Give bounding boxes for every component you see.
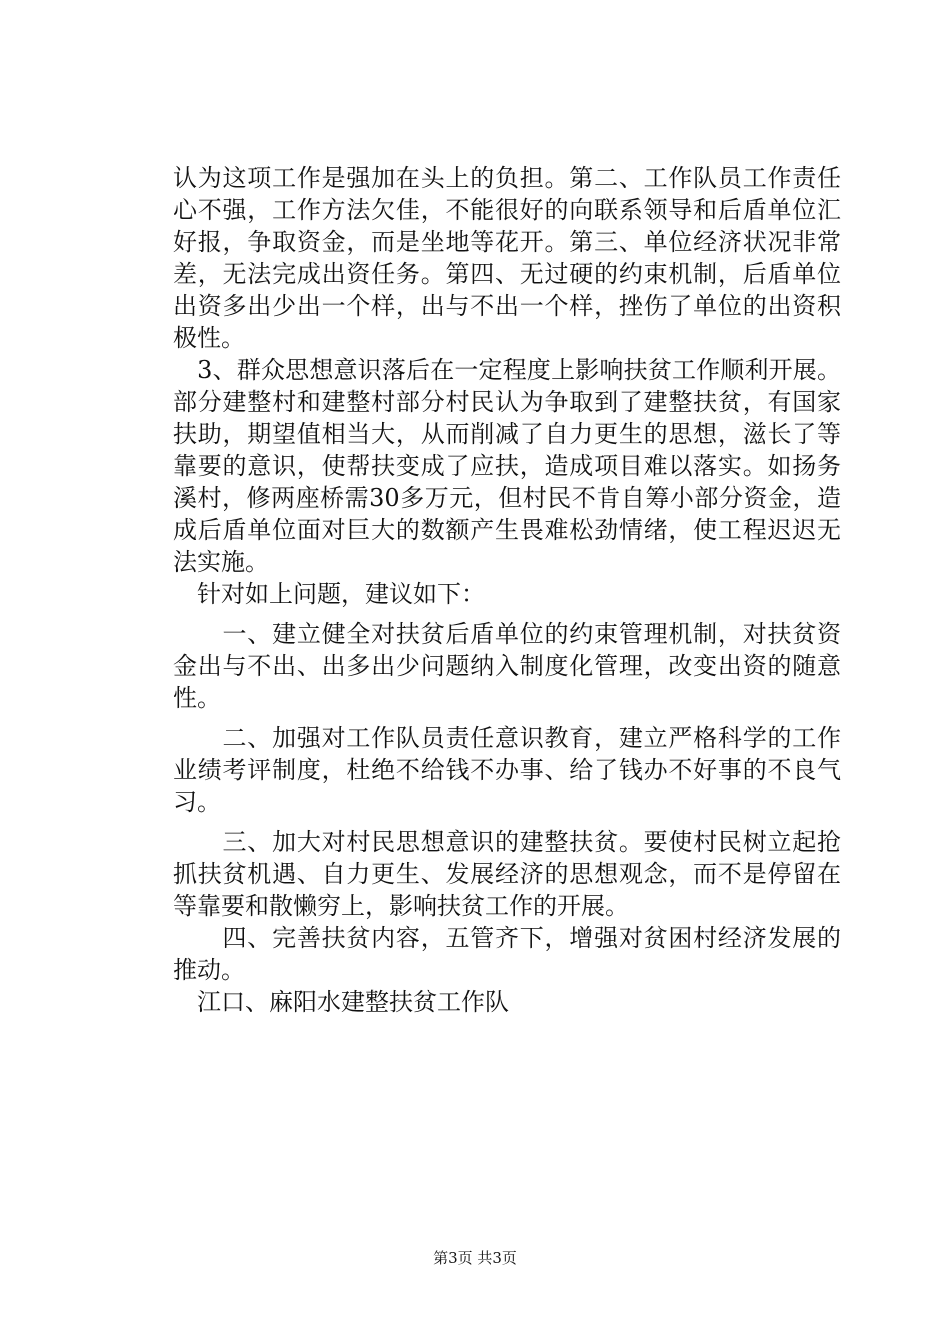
page-number-footer: 第3页 共3页 xyxy=(433,1249,517,1267)
text-line-1: 认为这项工作是强加在头上的负担。第二、工作队员工作责任 xyxy=(173,164,841,192)
text-line-24: 四、完善扶贫内容，五管齐下，增强对贫困村经济发展的 xyxy=(173,924,841,952)
text-line-16: 金出与不出、出多出少问题纳入制度化管理，改变出资的随意 xyxy=(173,652,841,680)
text-line-3: 好报，争取资金，而是坐地等花开。第三、单位经济状况非常 xyxy=(173,228,841,256)
text-line-22: 抓扶贫机遇、自力更生、发展经济的思想观念，而不是停留在 xyxy=(173,860,841,888)
text-line-17: 性。 xyxy=(173,684,221,712)
text-line-9: 扶助，期望值相当大，从而削减了自力更生的思想，滋长了等 xyxy=(173,420,841,448)
text-line-21: 三、加大对村民思想意识的建整扶贫。要使村民树立起抢 xyxy=(173,828,841,856)
text-line-5: 出资多出少出一个样，出与不出一个样，挫伤了单位的出资积 xyxy=(173,292,841,320)
text-line-10: 靠要的意识，使帮扶变成了应扶，造成项目难以落实。如扬务 xyxy=(173,452,841,480)
text-line-20: 习。 xyxy=(173,788,221,816)
text-line-4: 差，无法完成出资任务。第四、无过硬的约束机制，后盾单位 xyxy=(173,260,841,288)
text-line-25: 推动。 xyxy=(173,956,245,984)
text-line-6: 极性。 xyxy=(173,324,245,352)
document-body xyxy=(173,162,841,1018)
text-line-12: 成后盾单位面对巨大的数额产生畏难松劲情绪，使工程迟迟无 xyxy=(173,516,841,544)
text-line-18: 二、加强对工作队员责任意识教育，建立严格科学的工作 xyxy=(173,724,841,752)
text-line-13: 法实施。 xyxy=(173,548,269,576)
text-line-11: 溪村，修两座桥需30多万元，但村民不肯自筹小部分资金，造 xyxy=(173,484,841,512)
text-line-15: 一、建立健全对扶贫后盾单位的约束管理机制，对扶贫资 xyxy=(173,620,841,648)
text-line-14: 针对如上问题，建议如下： xyxy=(173,580,485,608)
text-line-8: 部分建整村和建整村部分村民认为争取到了建整扶贫，有国家 xyxy=(173,388,841,416)
text-line-19: 业绩考评制度，杜绝不给钱不办事、给了钱办不好事的不良气 xyxy=(173,756,841,784)
text-line-26: 江口、麻阳水建整扶贫工作队 xyxy=(173,988,509,1016)
text-line-7: 3、群众思想意识落后在一定程度上影响扶贫工作顺利开展。 xyxy=(173,356,841,384)
text-line-2: 心不强，工作方法欠佳，不能很好的向联系领导和后盾单位汇 xyxy=(173,196,841,224)
text-line-23: 等靠要和散懒穷上，影响扶贫工作的开展。 xyxy=(173,892,629,920)
